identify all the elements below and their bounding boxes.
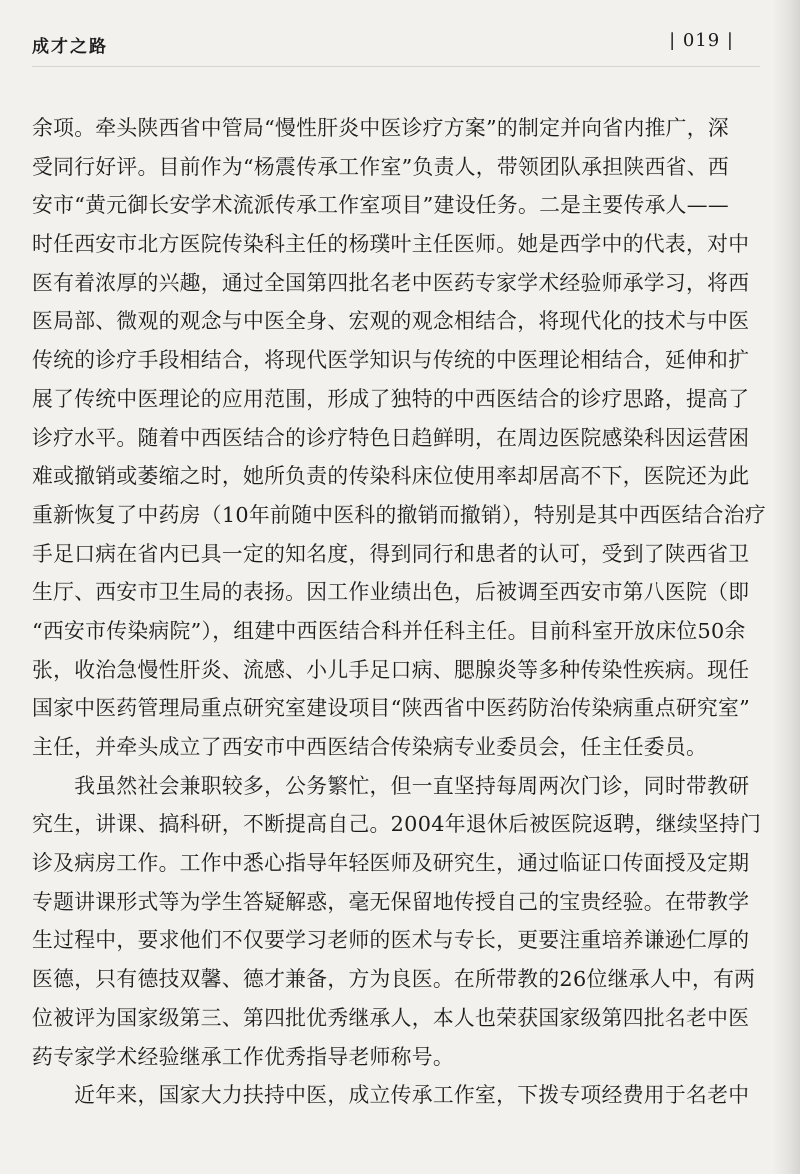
text-line: 医局部、微观的观念与中医全身、宏观的观念相结合，将现代化的技术与中医 <box>32 309 750 334</box>
text-line: 传统的诊疗手段相结合，将现代医学知识与传统的中医理论相结合，延伸和扩 <box>32 348 750 373</box>
text-line: 药专家学术经验继承工作优秀指导老师称号。 <box>32 1044 454 1069</box>
text-line: 时任西安市北方医院传染科主任的杨璞叶主任医师。她是西学中的代表，对中 <box>32 232 750 257</box>
text-line: 国家中医药管理局重点研究室建设项目“陕西省中医药防治传染病重点研究室” <box>32 696 751 721</box>
text-line: “西安市传染病院”），组建中西医结合科并任科主任。目前科室开放床位50余 <box>32 618 746 643</box>
text-line: 难或撤销或萎缩之时，她所负责的传染科床位使用率却居高不下，医院还为此 <box>32 464 750 489</box>
text-line: 医德，只有德技双馨、德才兼备，方为良医。在所带教的26位继承人中，有两 <box>32 967 756 992</box>
text-line: 近年来，国家大力扶持中医，成立传承工作室，下拨专项经费用于名老中 <box>32 1083 750 1108</box>
text-line: 余项。牵头陕西省中管局“慢性肝炎中医诊疗方案”的制定并向省内推广，深 <box>32 116 729 140</box>
text-line: 张，收治急慢性肝炎、流感、小儿手足口病、腮腺炎等多种传染性疾病。现任 <box>32 657 750 682</box>
paragraph <box>32 109 766 767</box>
text-line: 医有着浓厚的兴趣，通过全国第四批名老中医药专家学术经验师承学习，将西 <box>32 270 750 295</box>
text-line: 手足口病在省内已具一定的知名度，得到同行和患者的认可，受到了陕西省卫 <box>32 541 750 566</box>
text-line: 诊及病房工作。工作中悉心指导年轻医师及研究生，通过临证口传面授及定期 <box>32 851 750 876</box>
page-number: | 019 | <box>669 30 734 51</box>
text-line: 安市“黄元御长安学术流派传承工作室项目”建设任务。二是主要传承人—— <box>32 193 729 218</box>
text-line: 我虽然社会兼职较多，公务繁忙，但一直坚持每周两次门诊，同时带教研 <box>32 773 750 798</box>
text-line: 诊疗水平。随着中西医结合的诊疗特色日趋鲜明，在周边医院感染科因运营困 <box>32 425 750 450</box>
running-head: 成才之路 <box>32 37 108 57</box>
body-text <box>32 109 766 1115</box>
header-rule <box>32 66 760 67</box>
text-line: 主任，并牵头成立了西安市中西医结合传染病专业委员会，任主任委员。 <box>32 735 708 759</box>
text-line: 展了传统中医理论的应用范围，形成了独特的中西医结合的诊疗思路，提高了 <box>32 386 750 411</box>
paragraph <box>32 767 762 1077</box>
page-gutter-shadow <box>772 0 800 1174</box>
text-line: 生厅、西安市卫生局的表扬。因工作业绩出色，后被调至西安市第八医院（即 <box>32 580 750 605</box>
text-line: 究生，讲课、搞科研，不断提高自己。2004年退休后被医院返聘，继续坚持门 <box>32 812 762 837</box>
text-line: 重新恢复了中药房（10年前随中医科的撤销而撤销），特别是其中西医结合治疗 <box>32 502 766 527</box>
text-line: 生过程中，要求他们不仅要学习老师的医术与专长，更要注重培养谦逊仁厚的 <box>32 928 750 953</box>
text-line: 位被评为国家级第三、第四批优秀继承人，本人也荣获国家级第四批名老中医 <box>32 1005 750 1030</box>
page-header <box>32 30 734 56</box>
text-line: 专题讲课形式等为学生答疑解惑，毫无保留地传授自己的宝贵经验。在带教学 <box>32 889 750 914</box>
text-line: 受同行好评。目前作为“杨震传承工作室”负责人，带领团队承担陕西省、西 <box>32 154 729 179</box>
paragraph <box>32 1076 750 1115</box>
